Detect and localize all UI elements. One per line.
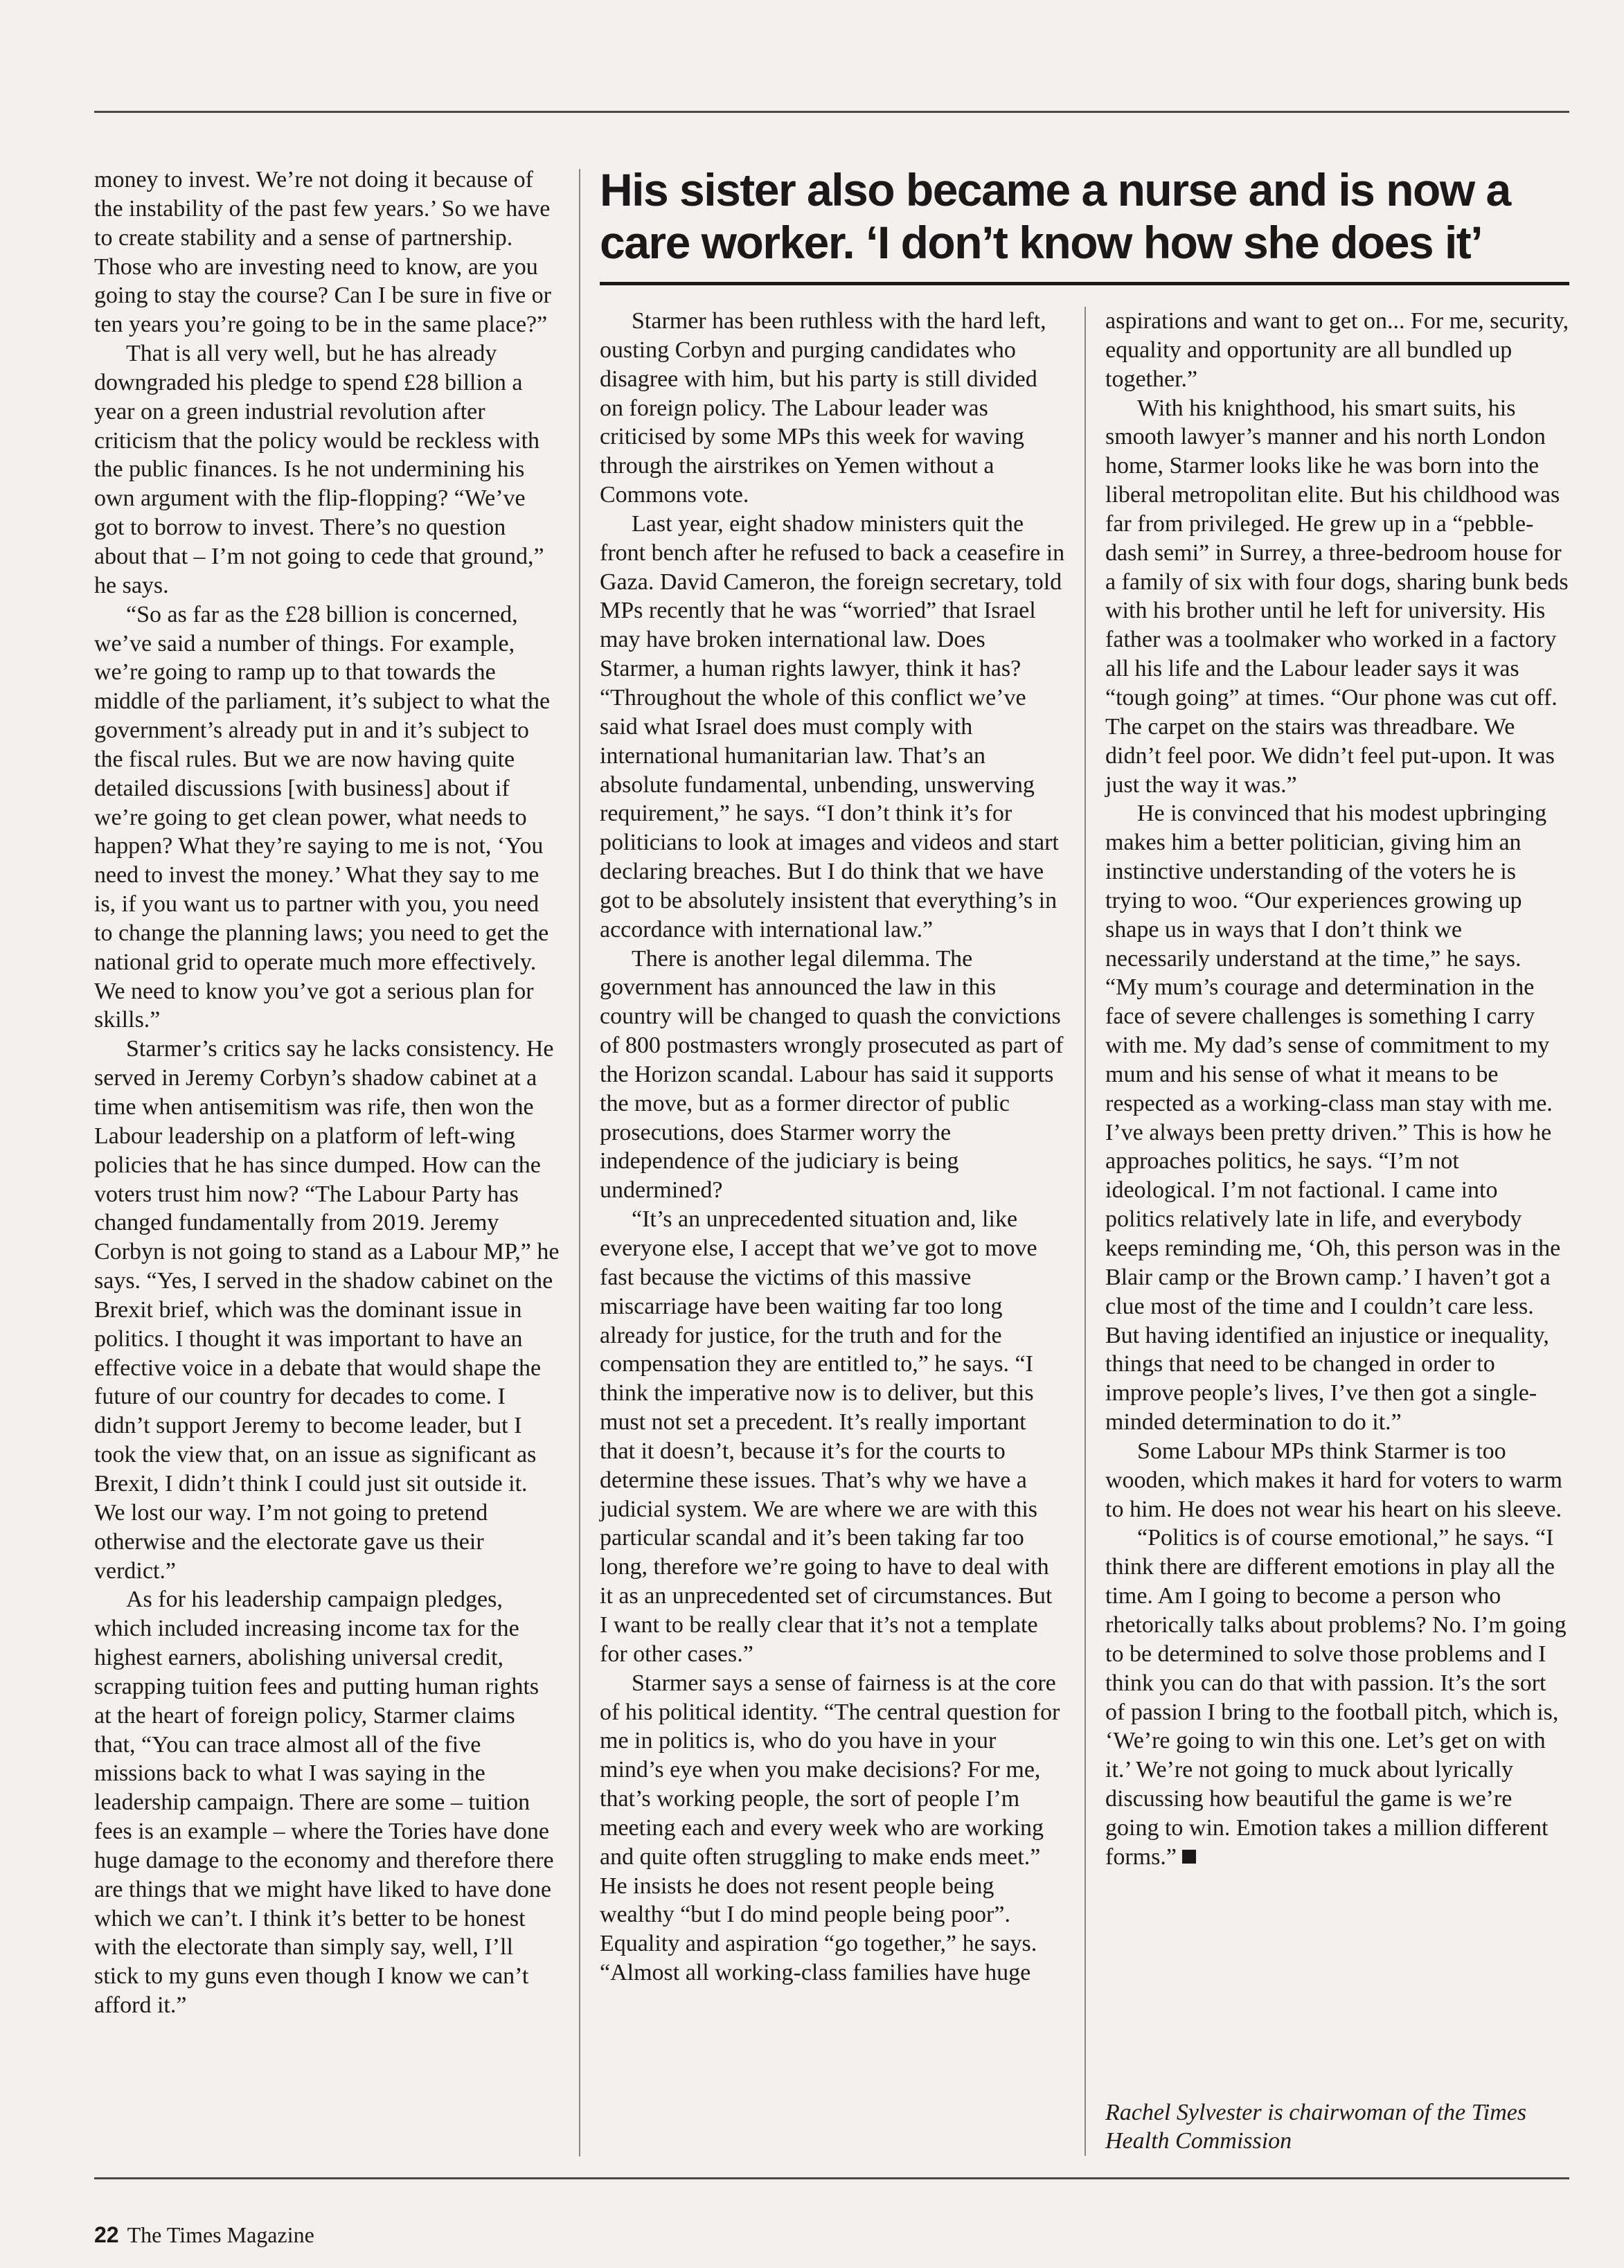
paragraph: Starmer has been ruthless with the hard left, ousting Corbyn and purging candidates who disagree with him, but his party is still divided on foreign policy. The Labour leader was criticised by some MPs this week for waving through the airstrikes on Yemen without a Commons vote. <box>600 308 1046 508</box>
pull-quote-rule <box>600 282 1569 285</box>
page-footer <box>94 2222 314 2247</box>
paragraph: “So as far as the £28 billion is concerned, we’ve said a number of things. For example, we’re going to ramp up to that towards the middle of the parliament, it’s subject to what the government’s already put in and it’s subject to the fiscal rules. But we are now having quite detailed discussions [with business] about if we’re going to get clean power, what needs to happen? What they’re saying to me is not, ‘You need to invest the money.’ What they say to me is, if you want us to partner with you, you need to change the planning laws; you need to get the national grid to operate much more effectively. We need to know you’ve got a serious plan for skills.” <box>94 601 551 1033</box>
column-divider <box>579 169 580 2157</box>
closing-paragraph-text: “Politics is of course emotional,” he says. “I think there are different emotions in play all the time. Am I going to become a person who rhetorically talks about problems? No. I’m going to be determined to solve those problems and I think you can do that with passion. It’s the sort of passion I bring to the football pitch, which is, ‘We’re going to win this one. Let’s get on with it.’ We’re not going to muck about lyrically discussing how beautiful the game is we’re going to win. Emotion takes a million different forms.” <box>1105 1525 1567 1870</box>
paragraph: “It’s an unprecedented situation and, like everyone else, I accept that we’ve got to move fast because the victims of this massive miscarriage have been waiting far too long already for justice, for the truth and for the compensation they are entitled to,” he says. “I think the imperative now is to deliver, but this must not set a precedent. It’s really important that it doesn’t, because it’s for the courts to determine these issues. That’s why we have a judicial system. We are where we are with this particular scandal and it’s been taking far too long, therefore we’re going to have to deal with it as an unprecedented set of circumstances. But I want to be really clear that it’s not a template for other cases.” <box>600 1206 1053 1667</box>
paragraph: He is convinced that his modest upbringing makes him a better politician, giving him an instinctive understanding of the voters he is trying to woo. “Our experiences growing up shape us in ways that I don’t think we necessarily understand at the time,” he says. “My mum’s courage and determination in the face of severe challenges is something I carry with me. My dad’s sense of commitment to my mum and his sense of what it means to be respected as a working-class man stay with me. I’ve always been pretty driven.” This is how he approaches politics, he says. “I’m not ideological. I’m not factional. I came into politics relatively late in life, and everybody keeps reminding me, ‘Oh, this person was in the Blair camp or the Brown camp.’ I haven’t got a clue most of the time and I couldn’t care less. But having identified an injustice or inequality, things that need to be changed in order to improve people’s lives, I’ve then got a single-minded determination to do it.” <box>1105 801 1561 1436</box>
paragraph: Some Labour MPs think Starmer is too wooden, which makes it hard for voters to warm to him. He does not wear his heart on his sleeve. <box>1105 1438 1562 1522</box>
author-byline: Rachel Sylvester is chairwoman of the Times Health Commission <box>1105 2100 1527 2154</box>
article-column-2 <box>600 307 1065 1988</box>
pull-quote: His sister also became a nurse and is now a care worker. ‘I don’t know how she does it’ <box>600 164 1510 268</box>
paragraph: aspirations and want to get on... For me, security, equality and opportunity are all bundled up together.” <box>1105 308 1569 392</box>
paragraph: There is another legal dilemma. The government has announced the law in this country will be changed to quash the convictions of 800 postmasters wrongly prosecuted as part of the Horizon scandal. Labour has said it supports the move, but as a former director of public prosecutions, does Starmer worry the independence of the judiciary is being undermined? <box>600 945 1064 1204</box>
top-rule <box>94 111 1569 113</box>
column-divider <box>1085 307 1086 2156</box>
page-number: 22 <box>94 2222 119 2247</box>
end-of-article-mark <box>1182 1850 1196 1864</box>
paragraph: Starmer says a sense of fairness is at the core of his political identity. “The central question for me in politics is, who do you have in your mind’s eye when you make decisions? For me, that’s working people, the sort of people I’m meeting each and every week who are working and quite often struggling to make ends meet.” He insists he does not resent people being wealthy “but I do mind people being poor”. Equality and aspiration “go together,” he says. “Almost all working-class families have huge <box>600 1670 1060 1986</box>
paragraph: Last year, eight shadow ministers quit the front bench after he refused to back a ceasefire in Gaza. David Cameron, the foreign secretary, told MPs recently that he was “worried” that Israel may have broken international law. Does Starmer, a human rights lawyer, think it has? “Throughout the whole of this conflict we’ve said what Israel does must comply with international humanitarian law. That’s an absolute fundamental, unbending, unswerving requirement,” he says. “I don’t think it’s for politicians to look at images and videos and start declaring breaches. But I do think that we have got to be absolutely insistent that everything’s in accordance with international law.” <box>600 510 1065 943</box>
article-column-1 <box>94 166 560 2020</box>
paragraph: money to invest. We’re not doing it because of the instability of the past few years.’ So we have to create stability and a sense of partnership. Those who are investing need to know, are you going to stay the course? Can I be sure in five or ten years you’re going to be in the same place?” <box>94 167 551 338</box>
paragraph <box>1105 1524 1569 1871</box>
article-column-3 <box>1105 307 1569 1872</box>
publication-name: The Times Magazine <box>127 2222 314 2247</box>
bottom-rule <box>94 2177 1569 2179</box>
paragraph: As for his leadership campaign pledges, which included increasing income tax for the highest earners, abolishing universal credit, scrapping tuition fees and putting human rights at the heart of foreign policy, Starmer claims that, “You can trace almost all of the five missions back to what I was saying in the leadership campaign. There are some – tuition fees is an example – where the Tories have done huge damage to the economy and therefore there are things that we might have liked to have done which we can’t. I think it’s better to be honest with the electorate than simply say, well, I’ll stick to my guns even though I know we can’t afford it.” <box>94 1587 554 2019</box>
paragraph: With his knighthood, his smart suits, his smooth lawyer’s manner and his north London home, Starmer looks like he was born into the liberal metropolitan elite. But his childhood was far from privileged. He grew up in a “pebble-dash semi” in Surrey, a three-bedroom house for a family of six with four dogs, sharing bunk beds with his brother until he left for university. His father was a toolmaker who worked in a factory all his life and the Labour leader says it was “tough going” at times. “Our phone was cut off. The carpet on the stairs was threadbare. We didn’t feel poor. We didn’t feel put-upon. It was just the way it was.” <box>1105 395 1569 798</box>
paragraph: That is all very well, but he has already downgraded his pledge to spend £28 billion a year on a green industrial revolution after criticism that the policy would be reckless with the public finances. Is he not undermining his own argument with the flip-flopping? “We’ve got to borrow to invest. There’s no question about that – I’m not going to cede that ground,” he says. <box>94 341 544 598</box>
paragraph: Starmer’s critics say he lacks consistency. He served in Jeremy Corbyn’s shadow cabinet at a time when antisemitism was rife, then won the Labour leadership on a platform of left-wing policies that he has since dumped. How can the voters trust him now? “The Labour Party has changed fundamentally from 2019. Jeremy Corbyn is not going to stand as a Labour MP,” he says. “Yes, I served in the shadow cabinet on the Brexit brief, which was the dominant issue in politics. I thought it was important to have an effective voice in a debate that would shape the future of our country for decades to come. I didn’t support Jeremy to become leader, but I took the view that, on an issue as significant as Brexit, I didn’t think I could just sit outside it. We lost our way. I’m not going to pretend otherwise and the electorate gave us their verdict.” <box>94 1036 560 1584</box>
